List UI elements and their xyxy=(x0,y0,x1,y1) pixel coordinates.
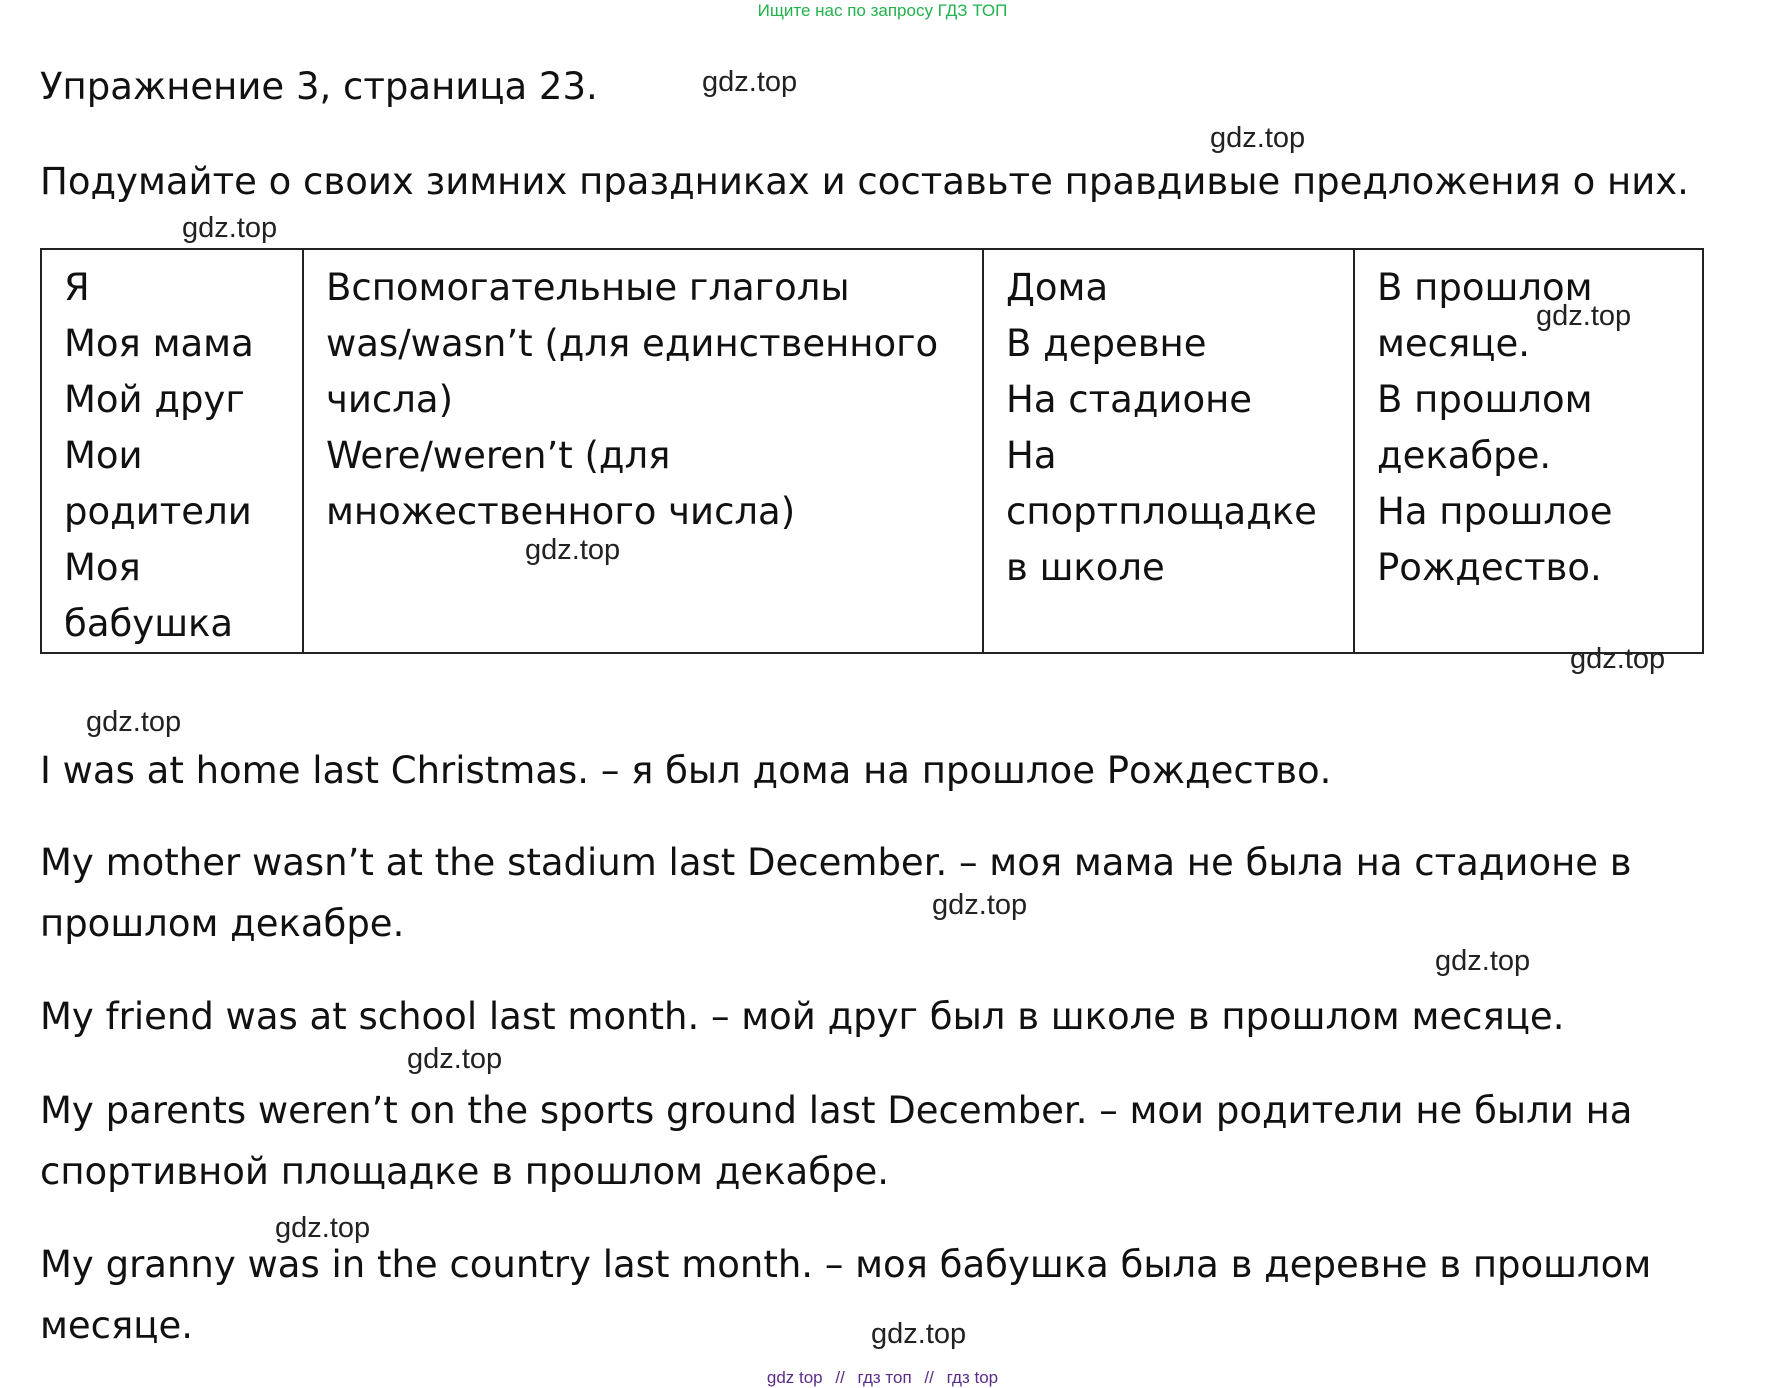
table-cell-line: Вспомогательные глаголы xyxy=(326,266,850,309)
table-cell-line: числа) xyxy=(326,378,454,421)
subject-column xyxy=(41,249,303,653)
table-cell-line: Моя xyxy=(64,546,141,589)
table-cell-line: На стадионе xyxy=(1006,378,1253,421)
table-cell-line: декабре. xyxy=(1377,434,1552,477)
watermark: gdz.top xyxy=(1570,643,1666,675)
answer-sentence: I was at home last Christmas. – я был дома на прошлое Рождество. xyxy=(40,749,1332,792)
table-cell-line: В деревне xyxy=(1006,322,1207,365)
table-cell-line: Рождество. xyxy=(1377,546,1602,589)
watermark: gdz.top xyxy=(1210,122,1306,154)
table-cell-line: На xyxy=(1006,434,1057,477)
watermark: gdz.top xyxy=(932,889,1028,921)
table-row xyxy=(41,249,1703,653)
answer-sentence: My mother wasn’t at the stadium last December. – моя мама не была на стадионе в прошлом декабре. xyxy=(40,841,1632,945)
table-cell-line: На прошлое xyxy=(1377,490,1613,533)
footer-link[interactable]: гдз топ xyxy=(857,1368,912,1387)
table-cell-line: Мои xyxy=(64,434,143,477)
footer-link[interactable]: gdz top xyxy=(766,1368,823,1387)
table-cell-line: was/wasn’t (для единственного xyxy=(326,322,939,365)
answer-sentence: My friend was at school last month. – мой друг был в школе в прошлом месяце. xyxy=(40,995,1565,1038)
time-column xyxy=(1354,249,1703,653)
answer-sentence: My parents weren’t on the sports ground last December. – мои родители не были на спортивной площадке в прошлом декабре. xyxy=(40,1089,1633,1193)
table-cell-line: Were/weren’t (для xyxy=(326,434,671,477)
table-cell-line: в школе xyxy=(1006,546,1165,589)
footer-separator: // xyxy=(835,1368,845,1387)
footer-link[interactable]: гдз top xyxy=(946,1368,999,1387)
watermark: gdz.top xyxy=(407,1043,503,1075)
table-cell-line: спортплощадке xyxy=(1006,490,1317,533)
task-text: Подумайте о своих зимних праздниках и составьте правдивые предложения о них. xyxy=(40,160,1689,203)
place-column xyxy=(983,249,1354,653)
table-cell-line: Я xyxy=(64,266,90,309)
watermark: gdz.top xyxy=(182,212,278,244)
footer-links xyxy=(0,1368,1765,1388)
exercise-table xyxy=(40,248,1704,654)
table-cell-line: родители xyxy=(64,490,252,533)
watermark: gdz.top xyxy=(275,1212,371,1244)
watermark: gdz.top xyxy=(525,534,621,566)
watermark: gdz.top xyxy=(702,66,798,98)
table-cell-line: множественного числа) xyxy=(326,490,796,533)
footer-separator: // xyxy=(924,1368,934,1387)
page-title: Упражнение 3, страница 23. xyxy=(40,65,598,108)
watermark: gdz.top xyxy=(871,1318,967,1350)
watermark: gdz.top xyxy=(1435,945,1531,977)
verb-column xyxy=(303,249,983,653)
answer-sentence: My granny was in the country last month. – моя бабушка была в деревне в прошлом месяце. xyxy=(40,1243,1652,1347)
table-cell-line: Мой друг xyxy=(64,378,245,421)
table-cell-line: месяце. xyxy=(1377,322,1530,365)
watermark: gdz.top xyxy=(86,706,182,738)
table-cell-line: В прошлом xyxy=(1377,378,1593,421)
watermark: gdz.top xyxy=(1536,300,1632,332)
table-cell-line: Дома xyxy=(1006,266,1109,309)
top-banner: Ищите нас по запросу ГДЗ ТОП xyxy=(757,1,1008,20)
table-cell-line: В прошлом xyxy=(1377,266,1593,309)
table-cell-line: Моя мама xyxy=(64,322,254,365)
table-cell-line: бабушка xyxy=(64,602,234,645)
